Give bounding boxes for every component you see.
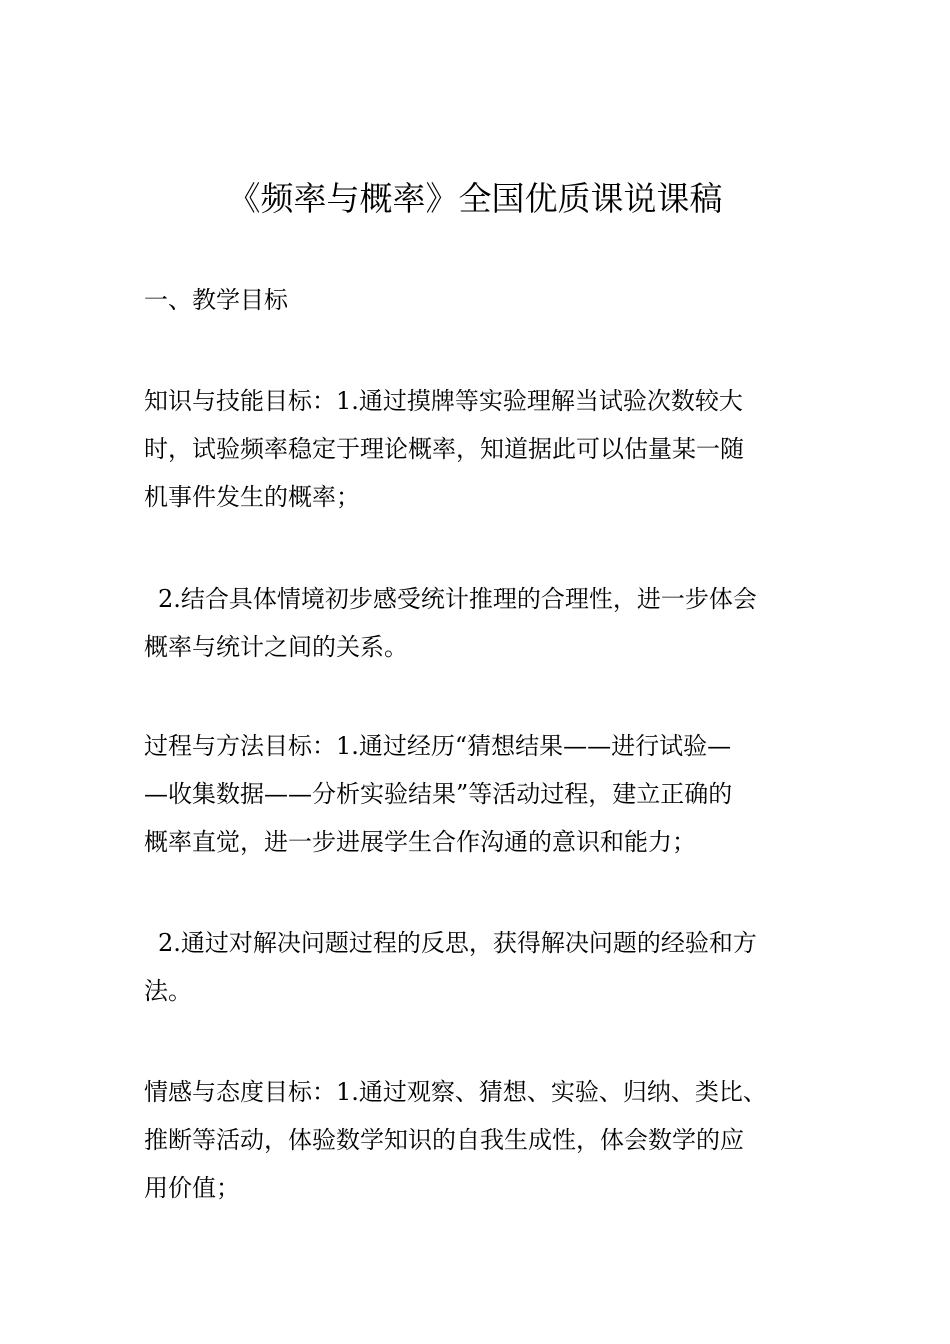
text-line: 概率直觉，进一步进展学生合作沟通的意识和能力； bbox=[144, 828, 696, 856]
paragraph-process-methods bbox=[144, 722, 824, 866]
text-line: 推断等活动，体验数学知识的自我生成性，体会数学的应 bbox=[144, 1126, 744, 1154]
paragraph-process-methods-2 bbox=[144, 919, 824, 1015]
text-line: 知识与技能目标：1.通过摸牌等实验理解当试验次数较大 bbox=[144, 387, 743, 415]
paragraph-emotion-attitude bbox=[144, 1068, 824, 1212]
text-line: 2.结合具体情境初步感受统计推理的合理性，进一步体会 bbox=[158, 585, 757, 613]
text-line: 概率与统计之间的关系。 bbox=[144, 633, 408, 661]
section-heading: 一、教学目标 bbox=[144, 286, 288, 314]
document-title: 《频率与概率》全国优质课说课稿 bbox=[227, 179, 723, 218]
text-line: 机事件发生的概率； bbox=[144, 483, 360, 511]
paragraph-knowledge-skills-2 bbox=[144, 575, 824, 671]
text-line: 时，试验频率稳定于理论概率，知道据此可以估量某一随 bbox=[144, 435, 744, 463]
paragraph-knowledge-skills bbox=[144, 377, 824, 521]
text-line: 用价值； bbox=[144, 1174, 240, 1202]
text-line: 法。 bbox=[144, 977, 192, 1005]
text-line: 2.通过对解决问题过程的反思，获得解决问题的经验和方 bbox=[158, 929, 757, 957]
text-line: 情感与态度目标：1.通过观察、猜想、实验、归纳、类比、 bbox=[144, 1078, 767, 1106]
text-line: —收集数据——分析实验结果”等活动过程，建立正确的 bbox=[144, 780, 733, 808]
text-line: 过程与方法目标：1.通过经历“猜想结果——进行试验— bbox=[144, 732, 732, 760]
